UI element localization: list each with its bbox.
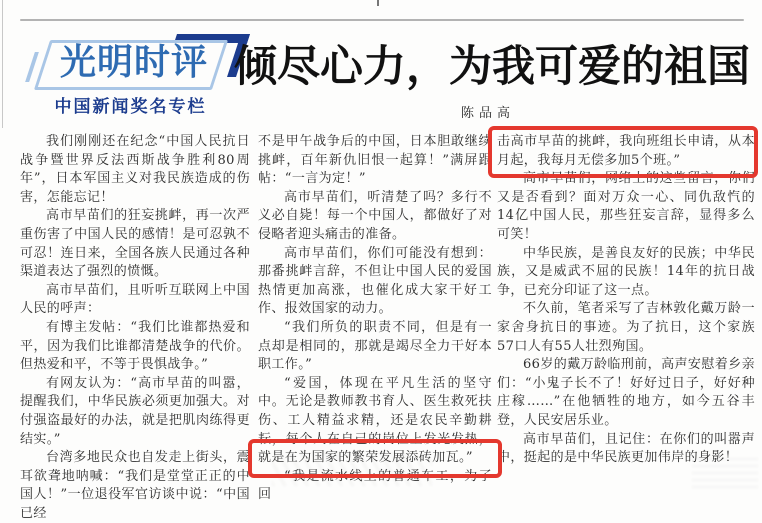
article-paragraph: 高市早苗们，你们可能没有想到：那番挑衅言辞，不但让中国人民的爱国热情更加高涨，也催化成大家干好工作、报效国家的动力。 [258,245,492,317]
logo-title: 光明时评 [59,41,208,82]
logo-subtitle: 中国新闻奖名专栏 [54,97,207,116]
article-paragraph: 66岁的戴万龄临刑前，高声安慰着乡亲们：“小鬼子长不了！好好过日子，好好种庄稼……”在他牺牲的地方，如今五谷丰登，人民安居乐业。 [497,357,755,428]
article-paragraph: 高市早苗们，网络上的这些留言，你们又是否看到？面对万众一心、同仇敌忾的14亿中国人民，那些狂妄言辞，显得多么可笑！ [497,171,755,242]
article-paragraph: “爱国，体现在平凡生活的坚守中。无论是教师教书育人、医生救死扶伤、工人精益求精，还是农民辛勤耕耘，每个人在自己的岗位上发光发热，就是在为国家的繁荣发展添砖加瓦。” [258,375,492,466]
scan-edge-line [2,0,3,128]
top-divider-rule [20,19,744,21]
article-paragraph: 击高市早苗的挑衅，我向班组长申请，从本月起，我每月无偿多加5个班。” [497,134,755,168]
article-paragraph: “我是流水线上的普通车工，为了回 [258,468,492,503]
top-registration-tick [377,0,379,6]
article-paragraph: 台湾多地民众也自发走上街头，震耳欲聋地呐喊：“我们是堂堂正正的中国人！”一位退役军官访谈中说：“中国已经 [20,450,250,521]
article-title: 倾尽心力，为我可爱的祖国 [234,42,750,92]
article-paragraph: 高市早苗们的狂妄挑衅，再一次严重伤害了中国人民的感情！是可忍孰不可忍！连日来，全国各族人民通过各种渠道表达了强烈的愤慨。 [20,208,250,280]
article-paragraph: 不是甲午战争后的中国，日本胆敢继续挑衅，百年新仇旧恨一起算！”满屏跟帖：“一言为定！” [258,134,492,187]
article-column-3 [497,133,755,468]
article-paragraph: 有网友认为：“高市早苗的叫嚣，提醒我们，中华民族必须更加强大。对付强盗最好的办法，就是把肌肉练得更结实。” [20,375,250,447]
article-paragraph: 有博主发帖：“我们比谁都热爱和平，因为我们比谁都清楚战争的代价。但热爱和平，不等于畏惧战争。” [20,319,250,373]
red-highlight-box-top [488,126,758,178]
article-paragraph: 高市早苗们，且记住：在你们的叫嚣声中，挺起的是中华民族更加伟岸的身影！ [497,431,755,466]
article-column-1 [20,133,250,523]
article-paragraph: 高市早苗们，听清楚了吗？多行不义必自毙！每一个中国人，都做好了对侵略者迎头痛击的准备。 [258,189,492,242]
red-highlight-box-bottom [248,439,502,478]
article-author: 陈品高 [460,106,515,121]
article-paragraph: 不久前，笔者采写了吉林敦化戴万龄一家舍身抗日的事迹。为了抗日，这个家族57口人有55人壮烈殉国。 [497,301,755,354]
article-paragraph: 高市早苗们，且听听互联网上中国人民的呼声： [20,282,250,317]
article-paragraph: “我们所负的职责不同，但是有一点却是相同的，那就是竭尽全力干好本职工作。” [258,319,492,373]
article-paragraph: 我们刚刚还在纪念“中国人民抗日战争暨世界反法西斯战争胜利80周年”，日本军国主义对我民族造成的伤害，怎能忘记！ [20,134,250,205]
headline-block [234,40,750,121]
article-paragraph: 中华民族，是善良友好的民族；中华民族，又是威武不屈的民族！14年的抗日战争，已充分印证了这一点。 [497,245,755,298]
column-logo [28,34,240,116]
